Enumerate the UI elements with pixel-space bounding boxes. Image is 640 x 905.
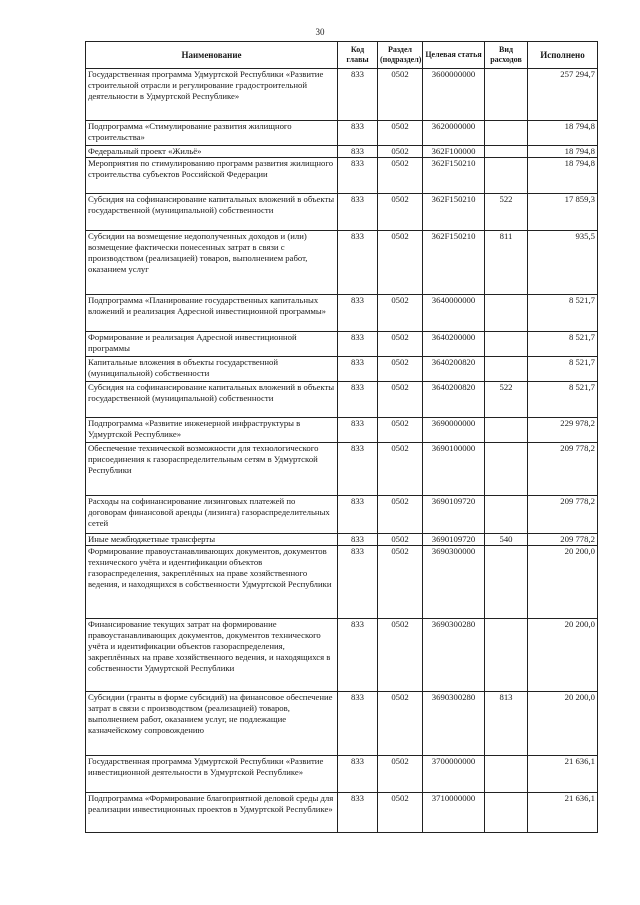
row-name: Иные межбюджетные трансферты <box>86 534 338 546</box>
row-expense-type: 522 <box>485 382 528 418</box>
row-section: 0502 <box>378 619 423 692</box>
row-chapter-code: 833 <box>338 619 378 692</box>
row-section: 0502 <box>378 443 423 496</box>
row-target-article: 3600000000 <box>423 69 485 121</box>
row-name: Формирование и реализация Адресной инвестиционной программы <box>86 332 338 357</box>
row-name: Подпрограмма «Формирование благоприятной деловой среды для реализации инвестиционных проектов в Удмуртской Республике» <box>86 793 338 833</box>
row-expense-type <box>485 121 528 146</box>
row-name: Федеральный проект «Жильё» <box>86 146 338 158</box>
row-expense-type <box>485 443 528 496</box>
row-name: Субсидии на возмещение недополученных доходов и (или) возмещение фактически понесенных затрат в связи с производством (реализацией) товаров, выполнением работ, оказанием услуг <box>86 231 338 295</box>
row-executed: 17 859,3 <box>528 194 598 231</box>
row-section: 0502 <box>378 418 423 443</box>
row-chapter-code: 833 <box>338 692 378 756</box>
row-expense-type <box>485 332 528 357</box>
row-executed: 20 200,0 <box>528 692 598 756</box>
row-target-article: 3690109720 <box>423 496 485 534</box>
row-expense-type <box>485 619 528 692</box>
table-header-row <box>86 42 598 69</box>
row-target-article: 3640000000 <box>423 295 485 332</box>
row-name: Финансирование текущих затрат на формирование правоустанавливающих документов, документов технического учёта и идентификации объектов газораспределения, закреплённых на праве хозяйственного ведения, и находящихся в собственности Удмуртской Республики <box>86 619 338 692</box>
row-executed: 229 978,2 <box>528 418 598 443</box>
row-chapter-code: 833 <box>338 534 378 546</box>
row-expense-type <box>485 146 528 158</box>
table-row <box>86 121 598 146</box>
table-row <box>86 756 598 793</box>
row-section: 0502 <box>378 146 423 158</box>
row-executed: 935,5 <box>528 231 598 295</box>
row-executed: 18 794,8 <box>528 121 598 146</box>
table-row <box>86 231 598 295</box>
row-executed: 257 294,7 <box>528 69 598 121</box>
row-chapter-code: 833 <box>338 146 378 158</box>
header-chapter-code: Код главы <box>338 42 378 69</box>
row-target-article: 362F150210 <box>423 158 485 194</box>
row-target-article: 3690109720 <box>423 534 485 546</box>
row-name: Субсидия на софинансирование капитальных вложений в объекты государственной (муниципальной) собственности <box>86 382 338 418</box>
row-executed: 209 778,2 <box>528 534 598 546</box>
table-row <box>86 382 598 418</box>
row-chapter-code: 833 <box>338 69 378 121</box>
row-section: 0502 <box>378 295 423 332</box>
table-row <box>86 146 598 158</box>
row-chapter-code: 833 <box>338 756 378 793</box>
table-row <box>86 546 598 619</box>
row-executed: 8 521,7 <box>528 332 598 357</box>
row-target-article: 3690300000 <box>423 546 485 619</box>
table-row <box>86 69 598 121</box>
row-expense-type <box>485 793 528 833</box>
row-section: 0502 <box>378 496 423 534</box>
row-chapter-code: 833 <box>338 357 378 382</box>
row-expense-type: 522 <box>485 194 528 231</box>
header-executed: Исполнено <box>528 42 598 69</box>
row-section: 0502 <box>378 546 423 619</box>
row-target-article: 3640200820 <box>423 382 485 418</box>
row-target-article: 3710000000 <box>423 793 485 833</box>
row-section: 0502 <box>378 121 423 146</box>
row-chapter-code: 833 <box>338 496 378 534</box>
table-row <box>86 295 598 332</box>
row-target-article: 362F150210 <box>423 231 485 295</box>
row-target-article: 3690300280 <box>423 692 485 756</box>
header-section: Раздел (подраздел) <box>378 42 423 69</box>
row-section: 0502 <box>378 692 423 756</box>
row-section: 0502 <box>378 756 423 793</box>
row-expense-type <box>485 418 528 443</box>
row-executed: 8 521,7 <box>528 382 598 418</box>
table-row <box>86 418 598 443</box>
table-row <box>86 793 598 833</box>
page-number: 30 <box>315 27 325 37</box>
table-row <box>86 443 598 496</box>
row-expense-type <box>485 69 528 121</box>
row-expense-type <box>485 496 528 534</box>
row-name: Расходы на софинансирование лизинговых платежей по договорам финансовой аренды (лизинга) газораспределительных сетей <box>86 496 338 534</box>
table-row <box>86 619 598 692</box>
row-expense-type <box>485 546 528 619</box>
row-section: 0502 <box>378 332 423 357</box>
row-executed: 18 794,8 <box>528 146 598 158</box>
row-chapter-code: 833 <box>338 158 378 194</box>
row-name: Субсидия на софинансирование капитальных вложений в объекты государственной (муниципальной) собственности <box>86 194 338 231</box>
row-executed: 21 636,1 <box>528 793 598 833</box>
row-target-article: 3700000000 <box>423 756 485 793</box>
header-name: Наименование <box>86 42 338 69</box>
table-row <box>86 496 598 534</box>
row-target-article: 362F150210 <box>423 194 485 231</box>
header-expense-type: Вид расходов <box>485 42 528 69</box>
row-chapter-code: 833 <box>338 793 378 833</box>
row-chapter-code: 833 <box>338 418 378 443</box>
table-row <box>86 194 598 231</box>
row-executed: 8 521,7 <box>528 357 598 382</box>
row-target-article: 3690000000 <box>423 418 485 443</box>
row-section: 0502 <box>378 231 423 295</box>
header-target-article: Целевая статья <box>423 42 485 69</box>
table-row <box>86 534 598 546</box>
row-target-article: 3690300280 <box>423 619 485 692</box>
row-section: 0502 <box>378 382 423 418</box>
table-row <box>86 692 598 756</box>
row-expense-type: 813 <box>485 692 528 756</box>
row-section: 0502 <box>378 194 423 231</box>
row-expense-type <box>485 357 528 382</box>
row-name: Формирование правоустанавливающих документов, документов технического учёта и идентификации объектов газораспределения, закреплённых на праве хозяйственного ведения, и находящихся в собственности Удмуртской Республики <box>86 546 338 619</box>
row-section: 0502 <box>378 158 423 194</box>
row-target-article: 3690100000 <box>423 443 485 496</box>
row-section: 0502 <box>378 69 423 121</box>
row-expense-type: 540 <box>485 534 528 546</box>
row-section: 0502 <box>378 793 423 833</box>
row-chapter-code: 833 <box>338 121 378 146</box>
budget-execution-table <box>85 41 598 833</box>
table-row <box>86 357 598 382</box>
row-expense-type <box>485 158 528 194</box>
row-name: Подпрограмма «Развитие инженерной инфраструктуры в Удмуртской Республике» <box>86 418 338 443</box>
row-section: 0502 <box>378 534 423 546</box>
row-name: Подпрограмма «Стимулирование развития жилищного строительства» <box>86 121 338 146</box>
table-row <box>86 158 598 194</box>
row-target-article: 3640200820 <box>423 357 485 382</box>
row-target-article: 3620000000 <box>423 121 485 146</box>
row-chapter-code: 833 <box>338 546 378 619</box>
table-row <box>86 332 598 357</box>
row-chapter-code: 833 <box>338 332 378 357</box>
row-chapter-code: 833 <box>338 443 378 496</box>
row-executed: 8 521,7 <box>528 295 598 332</box>
row-chapter-code: 833 <box>338 231 378 295</box>
row-expense-type: 811 <box>485 231 528 295</box>
row-name: Подпрограмма «Планирование государственных капитальных вложений и реализация Адресной инвестиционной программы» <box>86 295 338 332</box>
row-executed: 209 778,2 <box>528 443 598 496</box>
row-target-article: 3640200000 <box>423 332 485 357</box>
row-executed: 18 794,8 <box>528 158 598 194</box>
row-expense-type <box>485 295 528 332</box>
row-name: Мероприятия по стимулированию программ развития жилищного строительства субъектов Российской Федерации <box>86 158 338 194</box>
row-chapter-code: 833 <box>338 382 378 418</box>
row-executed: 20 200,0 <box>528 619 598 692</box>
row-chapter-code: 833 <box>338 295 378 332</box>
row-name: Государственная программа Удмуртской Республики «Развитие строительной отрасли и регулирование градостроительной деятельности в Удмуртской Республике» <box>86 69 338 121</box>
row-expense-type <box>485 756 528 793</box>
row-executed: 20 200,0 <box>528 546 598 619</box>
row-section: 0502 <box>378 357 423 382</box>
row-target-article: 362F100000 <box>423 146 485 158</box>
row-executed: 209 778,2 <box>528 496 598 534</box>
row-name: Субсидии (гранты в форме субсидий) на финансовое обеспечение затрат в связи с производством (реализацией) товаров, выполнением работ, оказанием услуг, не подлежащие казначейскому сопровождению <box>86 692 338 756</box>
row-chapter-code: 833 <box>338 194 378 231</box>
row-executed: 21 636,1 <box>528 756 598 793</box>
row-name: Государственная программа Удмуртской Республики «Развитие инвестиционной деятельности в Удмуртской Республике» <box>86 756 338 793</box>
row-name: Обеспечение технической возможности для технологического присоединения к газораспределительным сетям в Удмуртской Республики <box>86 443 338 496</box>
row-name: Капитальные вложения в объекты государственной (муниципальной) собственности <box>86 357 338 382</box>
